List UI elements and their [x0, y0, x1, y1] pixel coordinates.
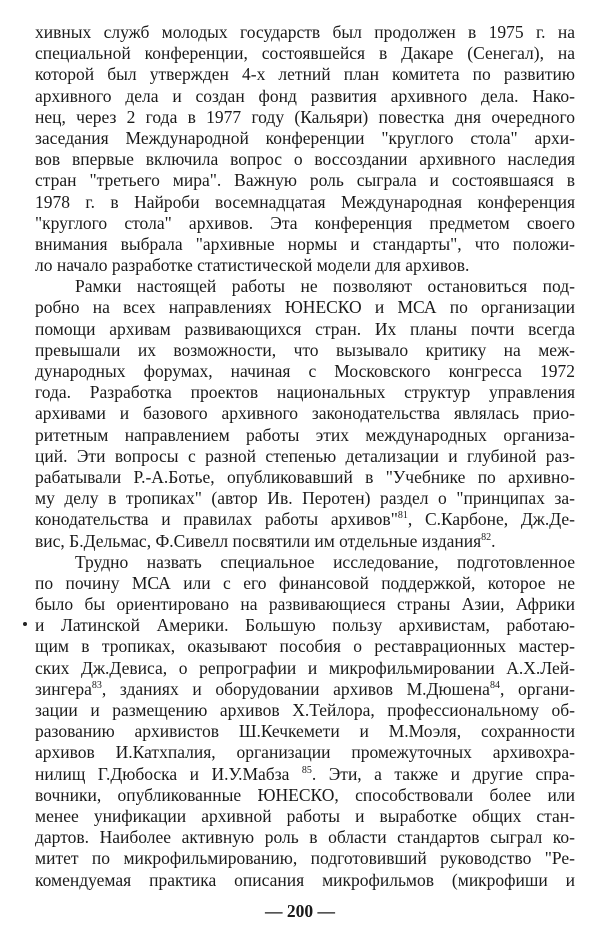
footnote-ref: 84	[489, 679, 500, 691]
text-line	[35, 488, 575, 509]
text-line	[35, 467, 575, 488]
text-line	[35, 827, 575, 848]
text-line	[35, 213, 575, 234]
text-segment: стран "третьего мира". Важную роль сыграла и состоявшаяся в	[35, 170, 575, 191]
text-segment: комендуемая практика описания микрофильмов (микрофиши и	[35, 869, 575, 890]
text-segment: ций. Эти вопросы с разной степенью детализации и глубиной раз-	[35, 445, 575, 466]
text-segment: 1978 г. в Найроби восемнадцатая Международная конференция	[35, 191, 575, 212]
text-segment: ских Дж.Девиса, о репрографии и микрофильмировании А.Х.Лей-	[35, 657, 575, 678]
text-segment: конодательства и правилах работы архивов"	[35, 509, 398, 530]
text-segment: дартов. Наиболее активную роль в области стандартов сыграл ко-	[35, 827, 575, 848]
text-line	[35, 361, 575, 382]
text-segment: внимания выбрала "архивные нормы и стандарты", что положи-	[35, 233, 575, 254]
text-line	[35, 425, 575, 446]
text-segment: . Эти, а также и другие спра-	[311, 763, 575, 784]
text-line	[35, 658, 575, 679]
text-segment: зации и размещению архивов Х.Тейлора, профессиональному об-	[35, 700, 575, 720]
text-segment: менее унификации архивной работы и выработке общих стан-	[35, 805, 575, 826]
footnote-ref: 82	[481, 531, 492, 543]
text-line	[35, 806, 575, 827]
text-segment: специальной конференции, состоявшейся в Дакаре (Сенегал), на	[35, 43, 575, 64]
text-segment: нец, через 2 года в 1977 году (Кальяри) повестка дня очередного	[35, 106, 575, 127]
text-line	[35, 382, 575, 403]
text-line	[35, 573, 575, 594]
text-segment: было бы ориентировано на развивающиеся страны Азии, Африки	[35, 594, 575, 615]
text-line	[35, 636, 575, 657]
text-segment: разованию архивистов Ш.Кечкемети и М.Моэля, сохранности	[35, 721, 575, 742]
footnote-ref: 85	[301, 764, 312, 776]
text-line	[35, 170, 575, 191]
text-segment: .	[491, 530, 496, 551]
text-segment: щим в тропиках, оказывают пособия о реставрационных мастер-	[35, 636, 575, 657]
page-number: — 200 —	[265, 901, 335, 921]
text-line	[35, 192, 575, 213]
text-line	[35, 340, 575, 361]
text-segment: , зданиях и оборудовании архивов М.Дюшена	[101, 678, 490, 699]
text-line	[35, 742, 575, 763]
text-line	[35, 594, 575, 615]
text-segment: помощи архивам развивающихся стран. Их планы почти всегда	[35, 318, 575, 339]
text-segment: по почину МСА или с его финансовой поддержкой, которое не	[35, 572, 575, 593]
text-line	[35, 43, 575, 64]
text-segment: , С.Карбоне, Дж.Де-	[407, 509, 575, 530]
text-line	[35, 149, 575, 170]
margin-dot	[23, 622, 27, 626]
text-segment: и Латинской Америки. Большую пользу архивистам, работаю-	[35, 615, 575, 636]
text-line	[35, 721, 575, 742]
text-segment: нилищ Г.Дюбоска и И.У.Мабза	[35, 763, 302, 784]
text-segment: Рамки настоящей работы не позволяют остановиться под-	[75, 276, 575, 297]
text-segment: робно на всех направлениях ЮНЕСКО и МСА по организации	[35, 297, 575, 318]
footnote-ref: 83	[91, 679, 102, 691]
text-line	[35, 255, 575, 276]
text-segment: рабатывали Р.-А.Ботье, опубликовавший в "Учебнике по архивно-	[35, 466, 575, 487]
text-segment: которой был утвержден 4-х летний план комитета по развитию	[35, 64, 575, 85]
text-segment: года. Разработка проектов национальных структур управления	[35, 382, 575, 403]
text-line	[35, 403, 575, 424]
text-segment: архивами и базового архивного законодательства являлась прио-	[35, 403, 575, 424]
text-line	[35, 764, 575, 785]
text-line	[35, 552, 575, 573]
text-line	[35, 234, 575, 255]
text-segment: ритетным направлением работы этих международных организа-	[35, 424, 575, 445]
text-segment: ло начало разработке статистической модели для архивов.	[35, 255, 470, 276]
text-segment: му делу в тропиках" (автор Ив. Перотен) раздел о "принципах за-	[35, 488, 575, 509]
text-line	[35, 276, 575, 297]
text-line	[35, 531, 575, 552]
text-segment: , органи-	[499, 678, 575, 699]
text-segment: вис, Б.Дельмас, Ф.Сивелл посвятили им отдельные издания	[35, 530, 482, 551]
text-line	[35, 870, 575, 891]
text-segment: митет по микрофильмированию, подготовивший руководство "Ре-	[35, 848, 575, 869]
text-line	[35, 22, 575, 43]
text-segment: Трудно назвать специальное исследование, подготовленное	[75, 551, 575, 572]
text-line	[35, 700, 575, 721]
text-segment: превышали их возможности, что вызывало критику на меж-	[35, 339, 575, 360]
text-line	[35, 446, 575, 467]
text-line	[35, 86, 575, 107]
text-line	[35, 509, 575, 530]
text-line	[35, 848, 575, 869]
text-segment: архивного дела и создан фонд развития архивного дела. Нако-	[35, 85, 575, 106]
text-segment: "круглого стола" архивов. Эта конференция предметом своего	[35, 212, 575, 233]
text-line	[35, 128, 575, 149]
page-body-text	[35, 22, 575, 891]
text-line	[35, 107, 575, 128]
text-segment: дународных форумах, начиная с Московского конгресса 1972	[35, 361, 575, 381]
text-segment: вов впервые включила вопрос о воссоздании архивного наследия	[35, 149, 575, 170]
text-segment: вочники, опубликованные ЮНЕСКО, способствовали более или	[35, 784, 575, 805]
text-line	[35, 679, 575, 700]
text-line	[35, 319, 575, 340]
text-line	[35, 615, 575, 636]
text-line	[35, 64, 575, 85]
text-segment: архивов И.Катхпалия, организации промежуточных архивохра-	[35, 742, 575, 763]
text-line	[35, 785, 575, 806]
text-segment: хивных служб молодых государств был продолжен в 1975 г. на	[35, 22, 575, 42]
footnote-ref: 81	[397, 510, 408, 522]
text-line	[35, 297, 575, 318]
text-segment: зингера	[35, 678, 92, 699]
text-segment: заседания Международной конференции "круглого стола" архи-	[35, 127, 575, 148]
